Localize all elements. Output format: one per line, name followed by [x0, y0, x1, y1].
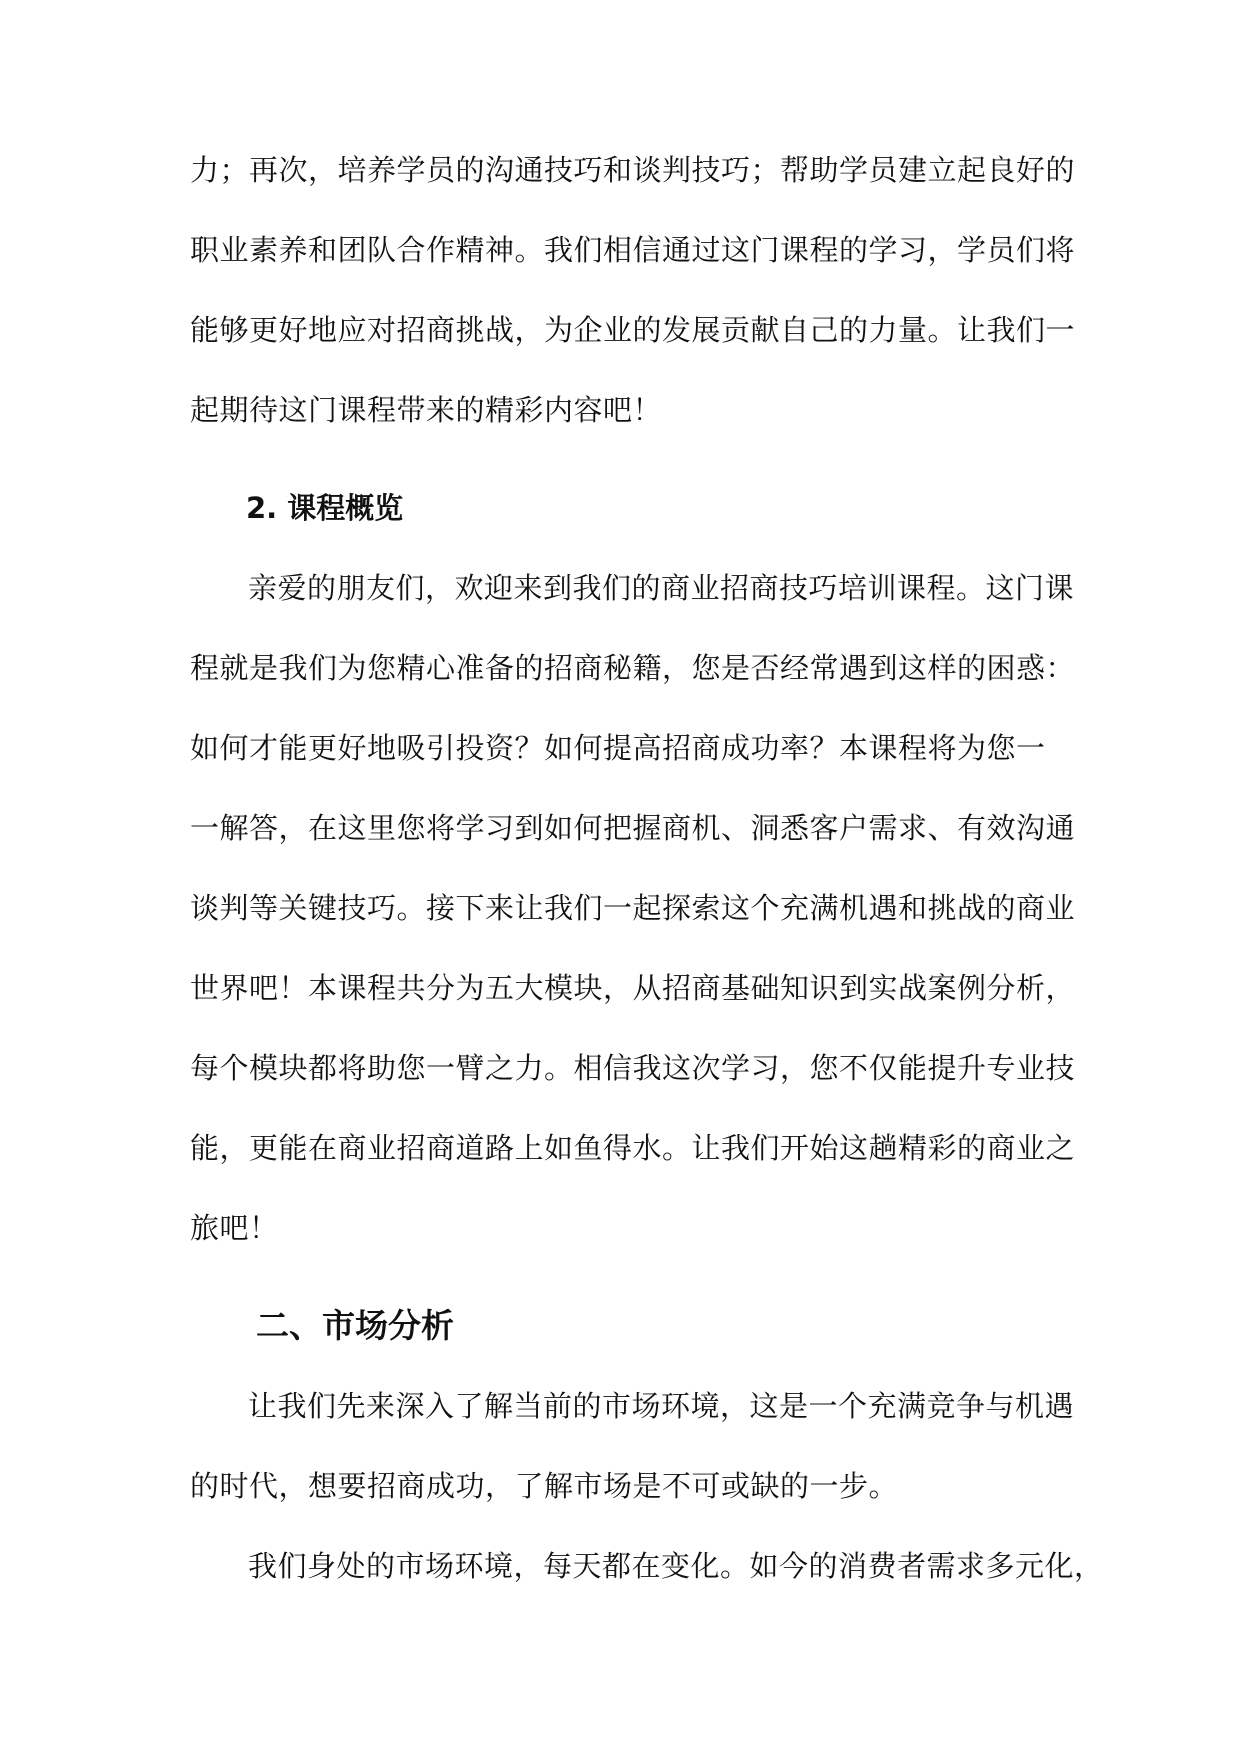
chapter-2-line-2: 的时代，想要招商成功，了解市场是不可或缺的一步。	[190, 1469, 899, 1503]
section-2-line-9: 旅吧！	[190, 1211, 279, 1245]
section-2-line-5: 谈判等关键技巧。接下来让我们一起探索这个充满机遇和挑战的商业	[190, 891, 1076, 925]
intro-line-4: 起期待这门课程带来的精彩内容吧！	[190, 393, 663, 427]
chapter-2-line-1: 让我们先来深入了解当前的市场环境，这是一个充满竞争与机遇	[248, 1389, 1075, 1423]
section-2-line-7: 每个模块都将助您一臂之力。相信我这次学习，您不仅能提升专业技	[190, 1051, 1076, 1085]
chapter-2-heading: 二、市场分析	[256, 1306, 454, 1345]
section-2-heading: 2. 课程概览	[246, 491, 404, 525]
section-2-line-2: 程就是我们为您精心准备的招商秘籍，您是否经常遇到这样的困惑：	[190, 651, 1076, 685]
intro-line-1: 力；再次，培养学员的沟通技巧和谈判技巧；帮助学员建立起良好的	[190, 153, 1076, 187]
section-2-line-4: 一解答，在这里您将学习到如何把握商机、洞悉客户需求、有效沟通	[190, 811, 1076, 845]
section-2-line-1: 亲爱的朋友们，欢迎来到我们的商业招商技巧培训课程。这门课	[248, 571, 1075, 605]
section-2-line-6: 世界吧！本课程共分为五大模块，从招商基础知识到实战案例分析，	[190, 971, 1076, 1005]
intro-line-3: 能够更好地应对招商挑战，为企业的发展贡献自己的力量。让我们一	[190, 313, 1076, 347]
chapter-2-line-3: 我们身处的市场环境，每天都在变化。如今的消费者需求多元化，	[248, 1549, 1104, 1583]
section-2-line-8: 能，更能在商业招商道路上如鱼得水。让我们开始这趟精彩的商业之	[190, 1131, 1076, 1165]
intro-line-2: 职业素养和团队合作精神。我们相信通过这门课程的学习，学员们将	[190, 233, 1076, 267]
section-2-line-3: 如何才能更好地吸引投资？如何提高招商成功率？本课程将为您一	[190, 731, 1046, 765]
